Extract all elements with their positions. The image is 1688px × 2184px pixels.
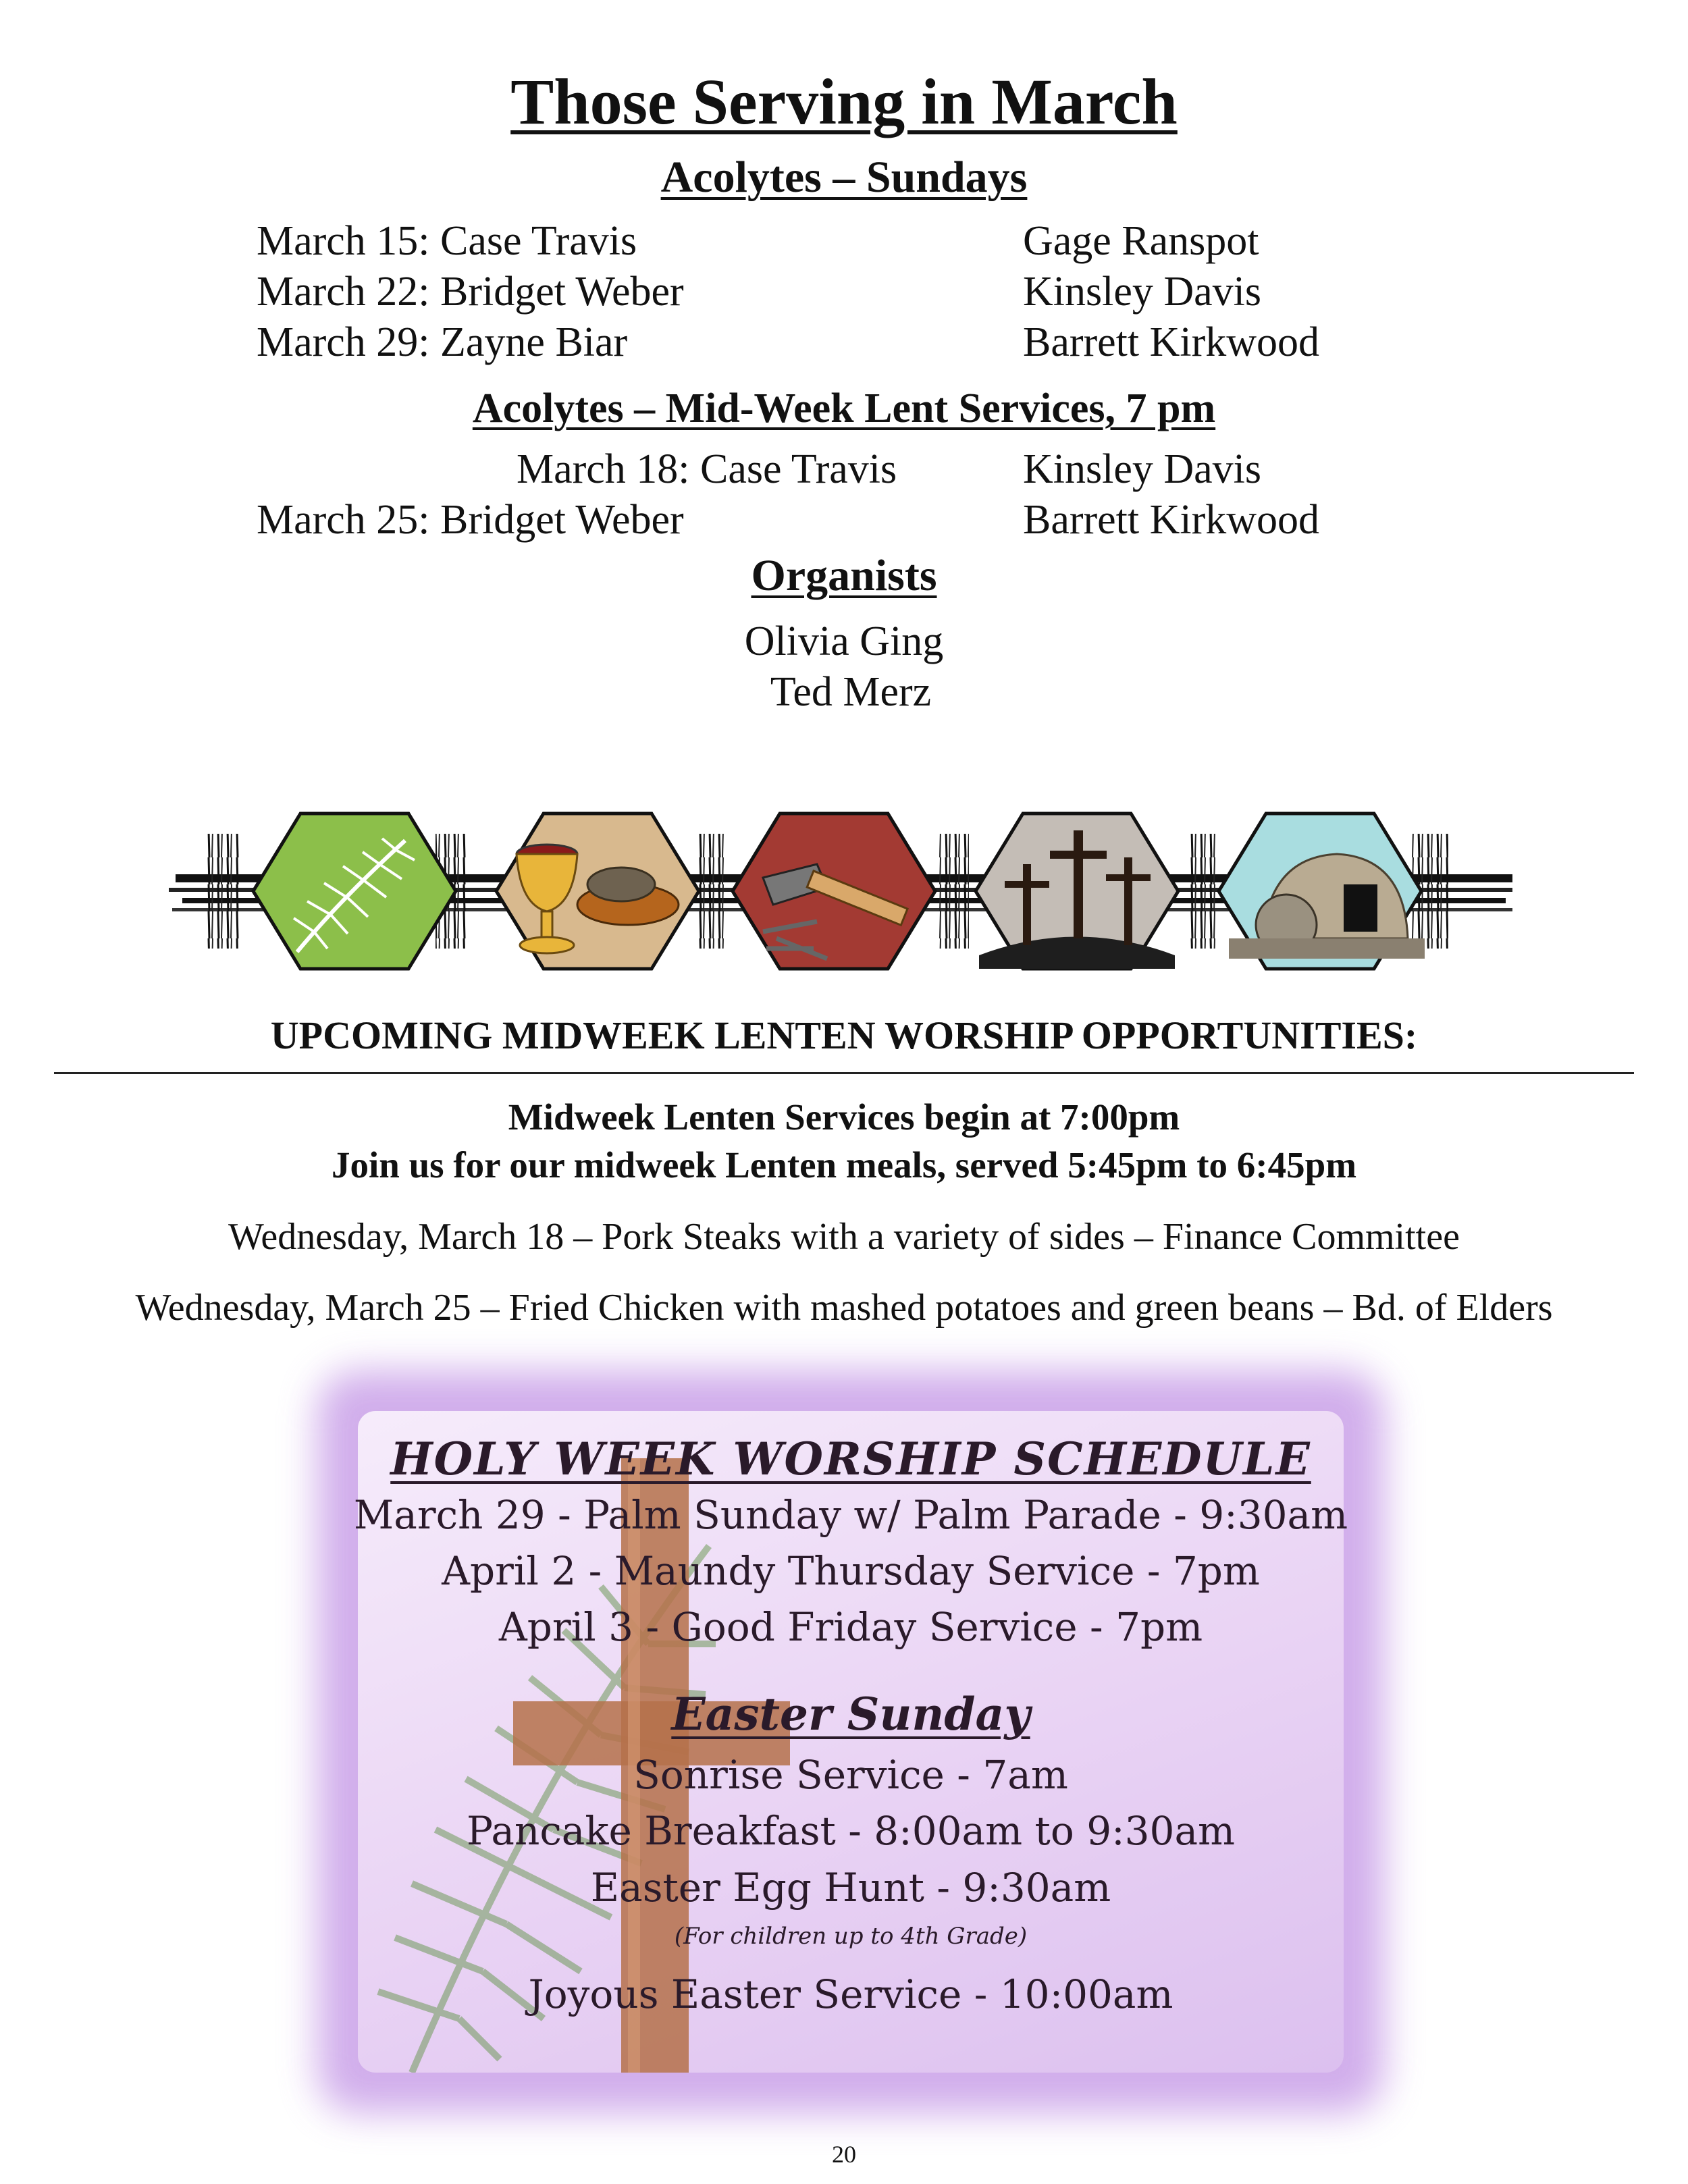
chalice-and-bread-icon xyxy=(496,814,699,969)
midweek-row-1-left: March 18: Case Travis xyxy=(517,446,897,492)
sunday-row-3-left: March 29: Zayne Biar xyxy=(257,319,628,365)
midweek-row-2-left: March 25: Bridget Weber xyxy=(257,497,684,543)
sunday-row-1-right: Gage Ranspot xyxy=(1023,218,1259,264)
midweek-row-2-right: Barrett Kirkwood xyxy=(1023,497,1320,543)
sunday-row-3-right: Barrett Kirkwood xyxy=(1023,319,1320,365)
easter-sunday-heading: Easter Sunday xyxy=(671,1688,1030,1740)
sunday-row-1-left: March 15: Case Travis xyxy=(257,218,637,264)
empty-tomb-icon xyxy=(1219,814,1425,969)
maundy-thursday-line: April 2 - Maundy Thursday Service - 7pm xyxy=(442,1548,1260,1594)
lenten-meal-time: Join us for our midweek Lenten meals, served 5:45pm to 6:45pm xyxy=(331,1144,1357,1186)
acolytes-midweek-heading: Acolytes – Mid-Week Lent Services, 7 pm xyxy=(472,385,1216,431)
page-title: Those Serving in March xyxy=(510,65,1178,138)
holy-week-title: HOLY WEEK WORSHIP SCHEDULE xyxy=(390,1433,1311,1485)
section-divider xyxy=(54,1072,1634,1074)
acolytes-sundays-heading: Acolytes – Sundays xyxy=(660,153,1028,202)
easter-service-line: Joyous Easter Service - 10:00am xyxy=(528,1971,1173,2017)
lenten-heading: UPCOMING MIDWEEK LENTEN WORSHIP OPPORTUNITIES: xyxy=(270,1013,1418,1057)
palm-sunday-line: March 29 - Palm Sunday w/ Palm Parade - 9:30am xyxy=(353,1492,1348,1538)
sunday-row-2-left: March 22: Bridget Weber xyxy=(257,269,684,315)
egg-hunt-line: Easter Egg Hunt - 9:30am xyxy=(590,1865,1111,1911)
palm-branch-icon xyxy=(253,814,456,969)
hammer-and-nails-icon xyxy=(733,814,935,969)
good-friday-line: April 3 - Good Friday Service - 7pm xyxy=(498,1604,1203,1650)
meal-march-25: Wednesday, March 25 – Fried Chicken with mashed potatoes and green beans – Bd. of Elders xyxy=(135,1287,1553,1329)
sunday-row-2-right: Kinsley Davis xyxy=(1023,269,1262,315)
organists-heading: Organists xyxy=(751,551,937,600)
page-number: 20 xyxy=(832,2141,856,2168)
meal-march-18: Wednesday, March 18 – Pork Steaks with a variety of sides – Finance Committee xyxy=(228,1216,1460,1258)
three-crosses-icon xyxy=(976,814,1178,969)
midweek-row-1-right: Kinsley Davis xyxy=(1023,446,1262,492)
sonrise-service-line: Sonrise Service - 7am xyxy=(633,1752,1068,1798)
lenten-service-time: Midweek Lenten Services begin at 7:00pm xyxy=(508,1096,1180,1138)
pancake-breakfast-line: Pancake Breakfast - 8:00am to 9:30am xyxy=(466,1808,1236,1854)
lenten-symbols-banner xyxy=(169,803,1519,979)
egg-hunt-note: (For children up to 4th Grade) xyxy=(674,1923,1028,1950)
organist-name-2: Ted Merz xyxy=(770,669,932,715)
organist-name-1: Olivia Ging xyxy=(744,618,944,664)
